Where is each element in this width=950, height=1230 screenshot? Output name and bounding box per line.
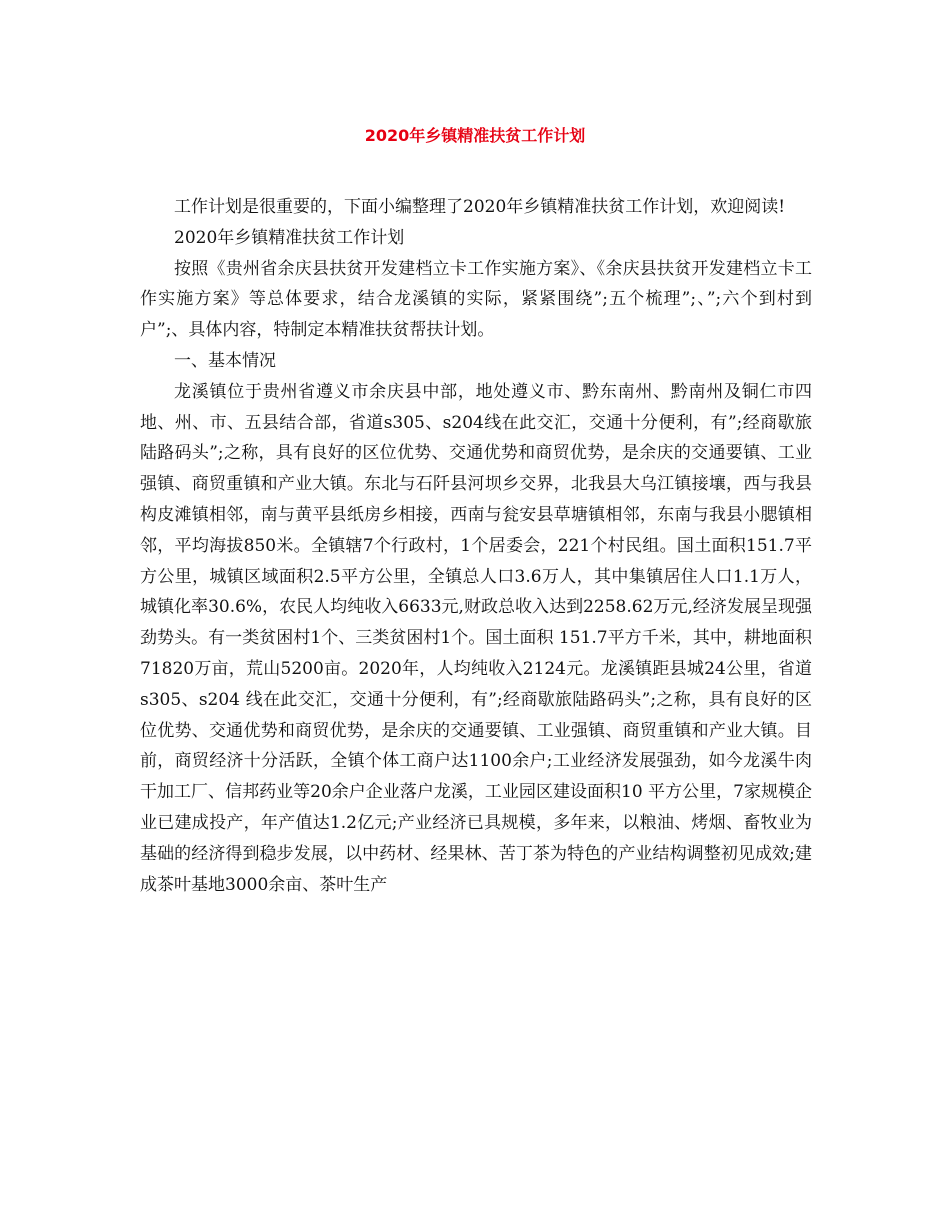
document-title: 2020年乡镇精准扶贫工作计划 bbox=[364, 126, 586, 145]
purpose-paragraph: 按照《贵州省余庆县扶贫开发建档立卡工作实施方案》、《余庆县扶贫开发建档立卡工作实施方案》等总体要求，结合龙溪镇的实际，紧紧围绕”;五个梳理”;、”;六个到村到户”;、具体内容，特制定本精准扶贫帮扶计划。 bbox=[140, 258, 812, 341]
document-body bbox=[140, 192, 812, 900]
basic-info-paragraph: 龙溪镇位于贵州省遵义市余庆县中部，地处遵义市、黔东南州、黔南州及铜仁市四地、州、市、五县结合部，省道s305、s204线在此交汇，交通十分便利，有”;经商歇旅陆路码头”;之称，具有良好的区位优势、交通优势和商贸优势，是余庆的交通要镇、工业强镇、商贸重镇和产业大镇。东北与石阡县河坝乡交界，北我县大乌江镇接壤，西与我县构皮滩镇相邻，南与黄平县纸房乡相接，西南与瓮安县草塘镇相邻，东南与我县小腮镇相邻，平均海拔850米。全镇辖7个行政村，1个居委会，221个村民组。国土面积151.7平方公里，城镇区域面积2.5平方公里，全镇总人口3.6万人，其中集镇居住人口1.1万人，城镇化率30.6%，农民人均纯收入6633元,财政总收入达到2258.62万元,经济发展呈现强劲势头。有一类贫困村1个、三类贫困村1个。国土面积 151.7平方千米，其中，耕地面积71820万亩，荒山5200亩。2020年，人均纯收入2124元。龙溪镇距县城24公里，省道s305、s204 线在此交汇，交通十分便利，有”;经商歇旅陆路码头”;之称，具有良好的区位优势、交通优势和商贸优势，是余庆的交通要镇、工业强镇、商贸重镇和产业大镇。目前，商贸经济十分活跃，全镇个体工商户达1100余户;工业经济发展强劲，如今龙溪牛肉干加工厂、信邦药业等20余户企业落户龙溪，工业园区建设面积10 平方公里，7家规模企业已建成投产，年产值达1.2亿元;产业经济已具规模，多年来，以粮油、烤烟、畜牧业为基础的经济得到稳步发展，以中药材、经果林、苦丁茶为特色的产业结构调整初见成效;建成茶叶基地3000余亩、茶叶生产 bbox=[140, 381, 812, 895]
subtitle-paragraph: 2020年乡镇精准扶贫工作计划 bbox=[174, 227, 405, 248]
section-heading: 一、基本情况 bbox=[174, 350, 276, 371]
intro-paragraph: 工作计划是很重要的，下面小编整理了2020年乡镇精准扶贫工作计划，欢迎阅读! bbox=[174, 197, 786, 217]
